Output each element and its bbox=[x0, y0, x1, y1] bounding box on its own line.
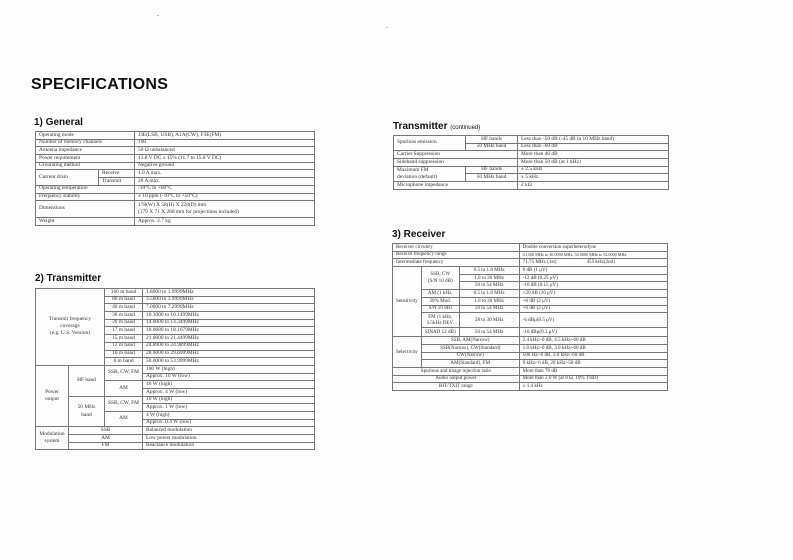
scan-speck bbox=[157, 15, 159, 16]
scan-speck bbox=[386, 27, 388, 28]
table-row: Transmit 20 A max. bbox=[36, 178, 315, 186]
table-row: Audio output power More than 2.0 W (at 8 Ω, 10% THD) bbox=[393, 375, 668, 383]
table-row: 6 m band 50.0000 to 53.9999MHz bbox=[36, 358, 315, 366]
table-row: Modulation system SSB Balanced modulation bbox=[36, 427, 315, 435]
table-row: 15 m band 21.0000 to 21.4499MHz bbox=[36, 335, 315, 343]
table-row: RIT/TXIT range ± 1.4 kHz bbox=[393, 383, 668, 391]
table-row: Selectivity SSB, AM(Narrow) 2.4 kHz/-6 dB, 4.5 kHz/-60 dB bbox=[393, 337, 668, 345]
table-row: AM(Standard), FM 9 kHz/-6 dB, 20 kHz/-50 dB bbox=[393, 360, 668, 368]
table-row: Dimensions 178(W) X 58(H) X 228(D) mm (179 X 71 X 268 mm for projections included) bbox=[36, 201, 315, 218]
table-row: Antenna impedance 50 Ω unbalanced bbox=[36, 147, 315, 155]
table-row: AM 40 W (high) bbox=[36, 381, 315, 389]
table-row: Power requirement 13.8 V DC ± 15% (11.7 to 15.8 V DC) bbox=[36, 155, 315, 163]
table-row: S/N 10 dB) 50 to 54 MHz +6 dB (2 μV) bbox=[393, 305, 668, 313]
table-row: Transmit frequency coverage (e.g. U.S. Version) 160 m band 1.8000 to 1.9999MHz bbox=[36, 289, 315, 297]
receiver-table bbox=[392, 243, 668, 391]
table-row: 80 m band 3.5000 to 3.9999MHz bbox=[36, 296, 315, 304]
table-row: Power output HF band SSB, CW, FM 100 W (high) bbox=[36, 365, 315, 373]
table-row: Current drain Receive 1.0 A max. bbox=[36, 170, 315, 178]
table-row: 12 m band 24.8900 to 24.9899MHz bbox=[36, 342, 315, 350]
table-row: Grounding method Negative ground bbox=[36, 162, 315, 170]
table-row: Sensitivity SSB, CW (S/N 10 dB) 0.5 to 1.8 MHz 0 dB (1 μV) bbox=[393, 267, 668, 275]
general-table bbox=[35, 131, 315, 226]
table-row: Approx. 1 W (low) bbox=[36, 404, 315, 412]
table-row: Operating mode J3E(LSB, USB), A1A(CW), F3E(FM) bbox=[36, 132, 315, 140]
table-row: 30% Mod. 1.8 to 30 MHz +6 dB (2 μV) bbox=[393, 297, 668, 305]
table-row: Weight Approx. 2.7 kg bbox=[36, 218, 315, 226]
table-row: Spurious and image rejection ratio More than 70 dB bbox=[393, 367, 668, 375]
table-row: Operating temperature -10°C to +60°C bbox=[36, 185, 315, 193]
table-row: FM Reactance modulation bbox=[36, 442, 315, 450]
table-row: Frequency stability ± 10 ppm (-10°C to +50°C) bbox=[36, 193, 315, 201]
table-row: FM (1 kHz, 3.5kHz DEV. 28 to 30 MHz -6 dBμ(0.5 μV) bbox=[393, 313, 668, 328]
receiver-heading: 3) Receiver bbox=[392, 229, 446, 240]
transmitter-heading: 2) Transmitter bbox=[35, 273, 102, 284]
table-row: SSB(Narrow), CW(Standard) 1.0 kHz/-6 dB, 3.0 kHz/-60 dB bbox=[393, 344, 668, 352]
table-row: Maximum FM deviation (default) HF bands ± 2.5 kHz bbox=[394, 166, 669, 174]
table-row: 50 to 54 MHz -16 dB (0.15 μV) bbox=[393, 282, 668, 290]
transmitter-table bbox=[35, 288, 315, 450]
table-row: Carrier Suppression More than 40 dB bbox=[394, 151, 669, 159]
table-row: 50 MHz band Less than -60 dB bbox=[394, 143, 669, 151]
table-row: 20 m band 14.0000 to 14.3499MHz bbox=[36, 319, 315, 327]
table-row: Approx. 10 W (low) bbox=[36, 373, 315, 381]
table-row: 1.8 to 30 MHz -12 dB (0.25 μV) bbox=[393, 274, 668, 282]
table-row: CW(Narrow) 500 Hz/-6 dB, 3.0 kHz/-60 dB bbox=[393, 352, 668, 360]
table-row: 17 m band 18.0680 to 18.1679MHz bbox=[36, 327, 315, 335]
table-row: Intermediate frequency 71.75 MHz (1st) 455 kHz(2nd) bbox=[393, 259, 668, 267]
table-row: AM (1 kHz, 0.5 to 1.8 MHz +20 dB (10 μV) bbox=[393, 290, 668, 298]
table-row: Approx. 4 W (low) bbox=[36, 388, 315, 396]
transmitter-cont-heading: Transmitter (continued) bbox=[393, 121, 481, 132]
page-title: SPECIFICATIONS bbox=[31, 76, 169, 93]
table-row: 50 MHz band ± 5 kHz bbox=[394, 174, 669, 182]
table-row: Approx. 0.4 W (low) bbox=[36, 419, 315, 427]
table-row: Sideband suppression More than 50 dB (at 1 kHz) bbox=[394, 159, 669, 167]
table-row: AM Low power modulation bbox=[36, 435, 315, 443]
table-row: 10 m band 28.0000 to 29.6999MHz bbox=[36, 350, 315, 358]
general-heading: 1) General bbox=[34, 117, 83, 128]
table-row: Receive frequency range 0.1500 MHz to 30.0000 MHz, 50.0000 MHz to 54.0000 MHz bbox=[393, 251, 668, 259]
table-row: Microphone impedance 2 kΩ bbox=[394, 182, 669, 190]
table-row: AM 4 W (high) bbox=[36, 412, 315, 420]
table-row: Spurious emission HF bands Less than -50 dB (-45 dB in 10 MHz band) bbox=[394, 136, 669, 144]
transmitter-cont-table bbox=[393, 135, 669, 190]
table-row: SINAD 12 dB) 50 to 54 MHz -10 dBμ(0.3 μV) bbox=[393, 328, 668, 337]
table-row: Receiver circuitry Double conversion superheterodyne bbox=[393, 244, 668, 252]
table-row: 40 m band 7.0000 to 7.2999MHz bbox=[36, 304, 315, 312]
table-row: Number of memory channels 100 bbox=[36, 139, 315, 147]
table-row: 30 m band 10.1000 to 10.1499MHz bbox=[36, 312, 315, 320]
table-row: 50 MHz band SSB, CW, FM 10 W (high) bbox=[36, 396, 315, 404]
